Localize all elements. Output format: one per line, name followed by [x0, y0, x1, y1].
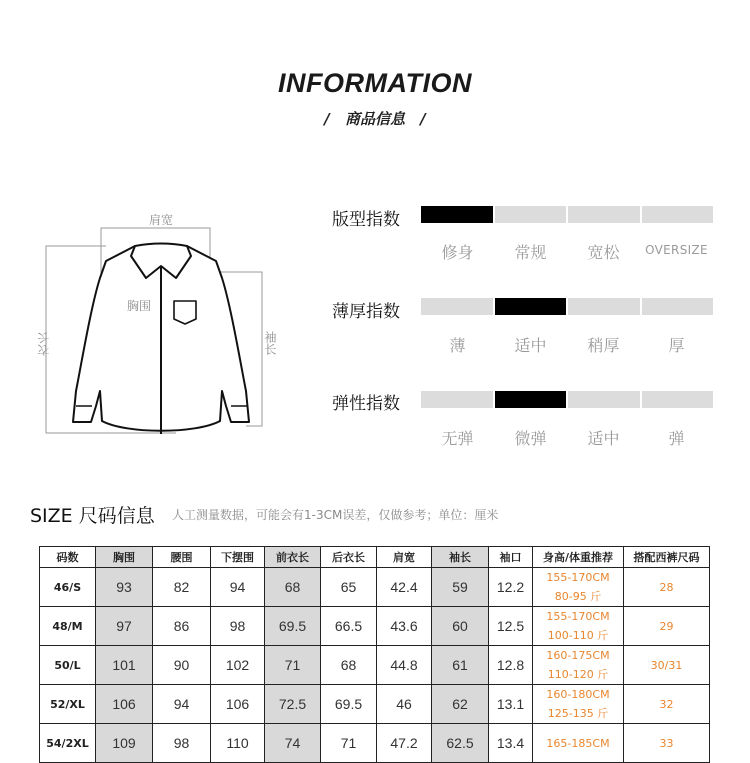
header-pants-size: 搭配西裤尺码 [624, 547, 710, 568]
table-header-row [40, 547, 710, 568]
cell-sleeve: 62 [432, 685, 489, 724]
thickness-segment-2 [495, 298, 567, 315]
table-row [40, 607, 710, 646]
fit-option: 常规 [514, 243, 547, 262]
cell-cuff: 12.2 [489, 568, 533, 607]
cell-height-weight [533, 607, 624, 646]
elasticity-index-label: 弹性指数 [332, 394, 400, 414]
table-row [40, 724, 710, 763]
cell-shoulder: 44.8 [377, 646, 432, 685]
elasticity-option: 弹 [668, 429, 685, 448]
shirt-diagram [36, 206, 286, 440]
height-range: 160-175CM [546, 649, 610, 662]
size-table [39, 546, 710, 763]
table-row [40, 568, 710, 607]
thickness-option: 薄 [449, 336, 466, 355]
cell-back-length: 68 [321, 646, 377, 685]
cell-waist: 86 [153, 607, 211, 646]
header-height-weight: 身高/体重推荐 [533, 547, 624, 568]
thickness-segment-1 [421, 298, 493, 315]
fit-option: 修身 [441, 243, 474, 262]
cell-pants-size: 28 [624, 568, 710, 607]
fit-option: 宽松 [587, 243, 620, 262]
fit-index-label: 版型指数 [332, 210, 400, 230]
cell-size: 48/M [40, 607, 96, 646]
cell-size: 46/S [40, 568, 96, 607]
cell-waist: 98 [153, 724, 211, 763]
cell-cuff: 13.4 [489, 724, 533, 763]
elasticity-option: 微弹 [514, 429, 547, 448]
size-section-note: 人工测量数据，可能会有1-3CM误差，仅做参考；单位：厘米 [172, 508, 499, 522]
thickness-segment-4 [642, 298, 714, 315]
cell-chest: 106 [96, 685, 153, 724]
cell-height-weight [533, 685, 624, 724]
cell-chest: 93 [96, 568, 153, 607]
thickness-index-label: 薄厚指数 [332, 302, 400, 322]
cell-chest: 101 [96, 646, 153, 685]
fit-segment-3 [568, 206, 640, 223]
cell-size: 54/2XL [40, 724, 96, 763]
shoulder-width-label: 肩宽 [149, 213, 174, 227]
cell-waist: 82 [153, 568, 211, 607]
slash-right: / [420, 110, 426, 128]
cell-sleeve: 59 [432, 568, 489, 607]
page-subtitle [0, 108, 750, 129]
weight-range: 100-110 斤 [547, 629, 609, 642]
thickness-index-bar [421, 298, 713, 315]
elasticity-segment-1 [421, 391, 493, 408]
height-range: 155-170CM [546, 571, 610, 584]
cell-pants-size: 29 [624, 607, 710, 646]
cell-shoulder: 42.4 [377, 568, 432, 607]
header-shoulder: 肩宽 [377, 547, 432, 568]
cell-cuff: 12.8 [489, 646, 533, 685]
elasticity-index-bar [421, 391, 713, 408]
header-waist: 腰围 [153, 547, 211, 568]
shirt-outline-icon [36, 206, 286, 436]
table-row [40, 685, 710, 724]
height-range: 165-185CM [546, 736, 610, 750]
header-front-length: 前衣长 [265, 547, 321, 568]
cell-sleeve: 60 [432, 607, 489, 646]
table-row [40, 646, 710, 685]
cell-front-length: 74 [265, 724, 321, 763]
header-cuff: 袖口 [489, 547, 533, 568]
height-range: 155-170CM [546, 610, 610, 623]
cell-hem: 110 [211, 724, 265, 763]
cell-hem: 98 [211, 607, 265, 646]
cell-height-weight [533, 646, 624, 685]
thickness-option: 适中 [514, 336, 547, 355]
thickness-option: 厚 [668, 336, 685, 355]
elasticity-options [421, 426, 713, 449]
slash-left: / [324, 110, 330, 128]
weight-range: 110-120 斤 [547, 668, 609, 681]
cell-front-length: 71 [265, 646, 321, 685]
cell-back-length: 69.5 [321, 685, 377, 724]
height-range: 160-180CM [546, 688, 610, 701]
cell-size: 52/XL [40, 685, 96, 724]
header-sleeve: 袖长 [432, 547, 489, 568]
header-hem: 下摆围 [211, 547, 265, 568]
cell-height-weight [533, 724, 624, 763]
cell-front-length: 69.5 [265, 607, 321, 646]
elasticity-segment-2 [495, 391, 567, 408]
sleeve-length-label: 袖长 [263, 331, 277, 355]
subtitle-text: 商品信息 [344, 110, 405, 128]
fit-index-bar [421, 206, 713, 223]
cell-sleeve: 62.5 [432, 724, 489, 763]
elasticity-segment-4 [642, 391, 714, 408]
weight-range: 80-95 斤 [554, 590, 602, 603]
thickness-options [421, 333, 713, 356]
elasticity-option: 适中 [587, 429, 620, 448]
cell-waist: 94 [153, 685, 211, 724]
header-chest: 胸围 [96, 547, 153, 568]
cell-hem: 106 [211, 685, 265, 724]
elasticity-segment-3 [568, 391, 640, 408]
cell-back-length: 65 [321, 568, 377, 607]
cell-front-length: 72.5 [265, 685, 321, 724]
fit-option: OVERSIZE [645, 243, 708, 257]
size-section-title: SIZE 尺码信息 [30, 505, 155, 527]
chest-label: 胸围 [127, 299, 152, 313]
thickness-option: 稍厚 [587, 336, 620, 355]
fit-segment-2 [495, 206, 567, 223]
page-title: INFORMATION [278, 68, 472, 98]
length-label: 衣长 [37, 332, 51, 356]
cell-chest: 109 [96, 724, 153, 763]
cell-sleeve: 61 [432, 646, 489, 685]
fit-options [421, 240, 713, 263]
cell-shoulder: 43.6 [377, 607, 432, 646]
cell-back-length: 66.5 [321, 607, 377, 646]
cell-cuff: 12.5 [489, 607, 533, 646]
elasticity-option: 无弹 [441, 429, 474, 448]
cell-waist: 90 [153, 646, 211, 685]
cell-back-length: 71 [321, 724, 377, 763]
cell-pants-size: 30/31 [624, 646, 710, 685]
thickness-segment-3 [568, 298, 640, 315]
cell-shoulder: 46 [377, 685, 432, 724]
cell-size: 50/L [40, 646, 96, 685]
weight-range: 125-135 斤 [547, 707, 609, 720]
fit-segment-1 [421, 206, 493, 223]
cell-hem: 102 [211, 646, 265, 685]
header-back-length: 后衣长 [321, 547, 377, 568]
fit-segment-4 [642, 206, 714, 223]
cell-cuff: 13.1 [489, 685, 533, 724]
cell-hem: 94 [211, 568, 265, 607]
cell-pants-size: 33 [624, 724, 710, 763]
cell-pants-size: 32 [624, 685, 710, 724]
cell-shoulder: 47.2 [377, 724, 432, 763]
header-size: 码数 [40, 547, 96, 568]
cell-chest: 97 [96, 607, 153, 646]
cell-front-length: 68 [265, 568, 321, 607]
cell-height-weight [533, 568, 624, 607]
